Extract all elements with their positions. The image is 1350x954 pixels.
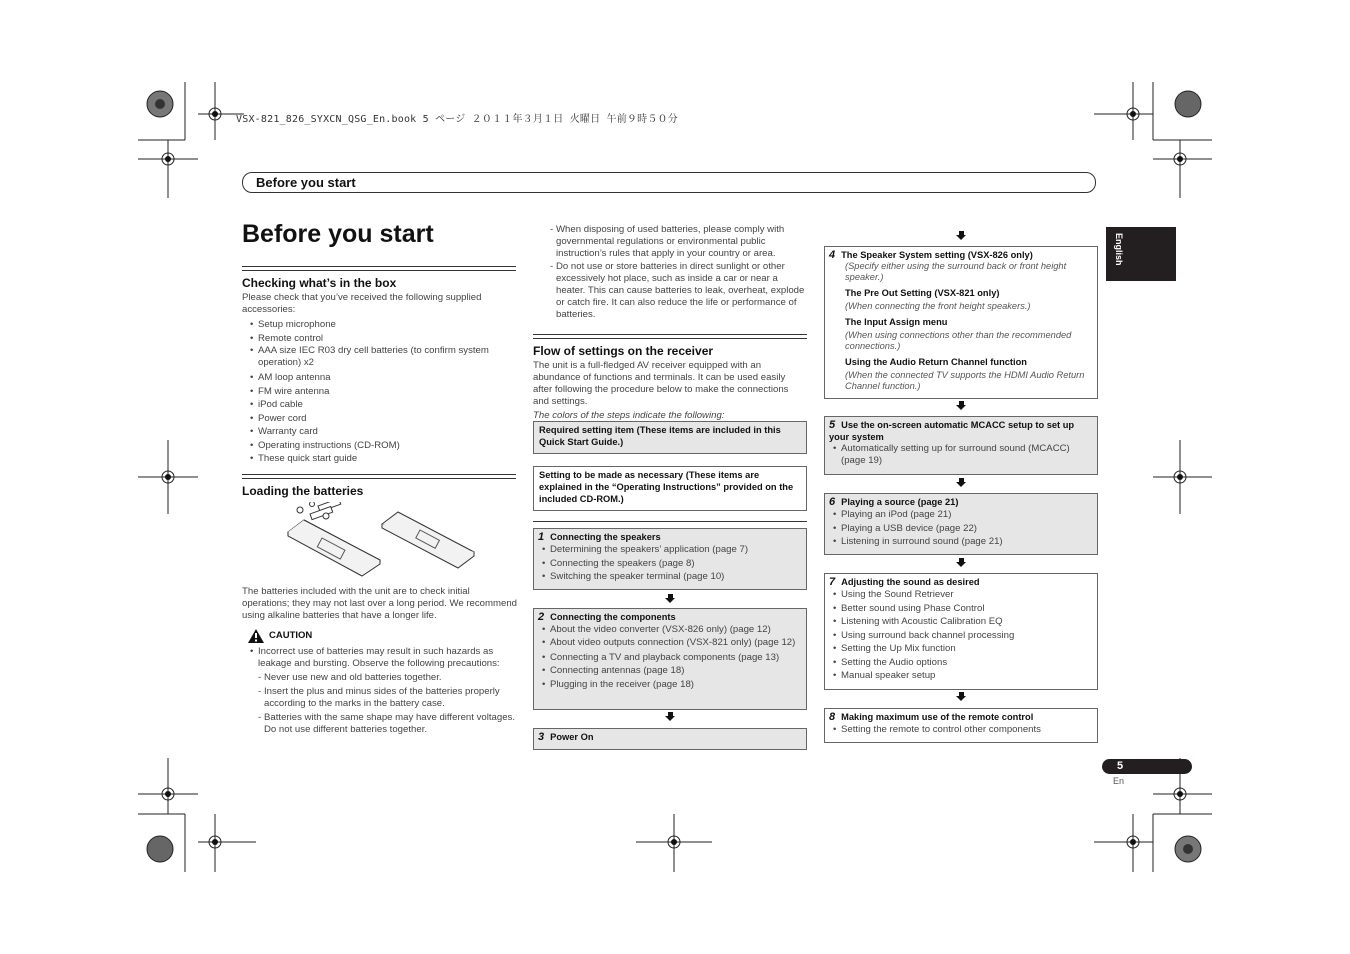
book-info-line: VSX-821_826_SYXCN_QSG_En.book 5 ページ ２０１１年３月１日 火曜日 午前９時５０分 bbox=[236, 114, 678, 125]
page-title: Before you start bbox=[242, 220, 434, 248]
step-title-text: Making maximum use of the remote control bbox=[841, 712, 1034, 722]
list-item: • Automatically setting up for surround sound (MCACC) (page 19) bbox=[825, 443, 1093, 467]
list-item: • Using the Sound Retriever bbox=[825, 588, 1093, 602]
list-item: • Setting the remote to control other components bbox=[825, 723, 1093, 737]
list-item: • Better sound using Phase Control bbox=[825, 602, 1093, 616]
section-rule bbox=[242, 474, 516, 479]
page-number-badge bbox=[1102, 759, 1192, 774]
list-item: • Warranty card bbox=[242, 425, 516, 439]
disposal-dash-list bbox=[534, 224, 808, 321]
list-item: • Setting the Up Mix function bbox=[825, 642, 1093, 656]
language-tab bbox=[1106, 227, 1176, 281]
legend-required-box bbox=[533, 421, 807, 454]
step-7-title bbox=[829, 576, 1093, 588]
step-title-text: Connecting the speakers bbox=[550, 532, 661, 542]
step-4-title-2: The Pre Out Setting (VSX-821 only) bbox=[845, 288, 1000, 298]
step-number: 6 bbox=[829, 496, 836, 508]
list-item: • Setup microphone bbox=[242, 318, 516, 332]
step-7-list bbox=[825, 588, 1093, 683]
list-item: • Setting the Audio options bbox=[825, 656, 1093, 670]
batteries-note: The batteries included with the unit are to check initial operations; they may not last over a long period. We recommend using alkaline batteries that have a longer life. bbox=[242, 586, 517, 621]
caution-row bbox=[242, 628, 518, 644]
list-item: • Connecting a TV and playback components (page 13) bbox=[534, 651, 802, 665]
step-number: 1 bbox=[538, 531, 545, 543]
column-1 bbox=[242, 266, 516, 466]
step-2-title bbox=[538, 611, 802, 623]
list-item: - Insert the plus and minus sides of the batteries properly according to the marks in the battery case. bbox=[242, 686, 518, 710]
box-contents-intro: Please check that you’ve received the following supplied accessories: bbox=[242, 292, 482, 315]
batteries-body bbox=[242, 586, 518, 736]
batteries-heading: Loading the batteries bbox=[242, 484, 364, 498]
list-item: • Using surround back channel processing bbox=[825, 629, 1093, 643]
step-3-title bbox=[538, 731, 802, 743]
running-header-label: Before you start bbox=[256, 175, 356, 190]
box-contents-list bbox=[242, 318, 516, 466]
flow-intro: The unit is a full-fledged AV receiver equipped with an abundance of functions and terminals. It can be used easily after following the procedure below to make the connections and settings. bbox=[533, 360, 789, 407]
step-6-box bbox=[824, 493, 1098, 555]
step-5-list bbox=[825, 443, 1093, 467]
list-item: • FM wire antenna bbox=[242, 385, 516, 399]
list-item: • Playing an iPod (page 21) bbox=[825, 508, 1093, 522]
step-1-box bbox=[533, 528, 807, 590]
step-8-title bbox=[829, 711, 1093, 723]
caution-dash-list bbox=[242, 672, 518, 736]
legend-optional-text: Setting to be made as necessary (These items are explained in the “Operating Instructions” provided on the included CD-ROM.) bbox=[539, 470, 794, 504]
list-item: • Operating instructions (CD-ROM) bbox=[242, 439, 516, 453]
list-item: - Do not use or store batteries in direct sunlight or other excessively hot place, such as inside a car or near a heater. This can cause batteries to leak, overheat, explode or catch fire. It can also reduce the life or performance of batteries. bbox=[534, 261, 808, 321]
caution-label: CAUTION bbox=[269, 630, 313, 641]
step-5-title bbox=[829, 419, 1093, 443]
list-item: • Incorrect use of batteries may result in such hazards as leakage and bursting. Observe the following precautions: bbox=[242, 646, 518, 670]
list-item: • About video outputs connection (VSX-821 only) (page 12) bbox=[534, 637, 802, 649]
list-item: • Remote control bbox=[242, 332, 516, 346]
list-item: • Switching the speaker terminal (page 10) bbox=[534, 570, 802, 584]
step-8-box bbox=[824, 708, 1098, 743]
step-number: 8 bbox=[829, 711, 836, 723]
list-item: • These quick start guide bbox=[242, 452, 516, 466]
list-item: • Power cord bbox=[242, 412, 516, 426]
step-title-text: Playing a source (page 21) bbox=[841, 497, 959, 507]
step-3-box bbox=[533, 728, 807, 750]
step-4-note-2: (When connecting the front height speakers.) bbox=[845, 301, 1031, 311]
legend-optional-box bbox=[533, 466, 807, 511]
warning-triangle-icon bbox=[248, 629, 264, 643]
step-7-box bbox=[824, 573, 1098, 690]
list-item: • Connecting antennas (page 18) bbox=[534, 664, 802, 678]
running-header bbox=[242, 172, 1096, 193]
step-1-list bbox=[534, 543, 802, 584]
step-number: 7 bbox=[829, 576, 836, 588]
step-2-box bbox=[533, 608, 807, 710]
list-item: - Never use new and old batteries together. bbox=[242, 672, 518, 684]
batteries-section bbox=[242, 474, 516, 498]
step-number: 5 bbox=[829, 419, 836, 431]
divider bbox=[533, 521, 807, 522]
page-language-code: En bbox=[1113, 776, 1125, 786]
step-number: 4 bbox=[829, 249, 836, 261]
list-item: • iPod cable bbox=[242, 398, 516, 412]
flow-section bbox=[533, 334, 807, 422]
step-title-text: Adjusting the sound as desired bbox=[841, 577, 980, 587]
list-item: - When disposing of used batteries, please comply with governmental regulations or environmental public instruction’s rules that apply in your country or area. bbox=[534, 224, 808, 260]
list-item: • Determining the speakers’ application (page 7) bbox=[534, 543, 802, 557]
flow-heading: Flow of settings on the receiver bbox=[533, 344, 714, 358]
step-6-list bbox=[825, 508, 1093, 549]
remote-battery-illustration bbox=[282, 502, 482, 582]
list-item: • Listening with Acoustic Calibration EQ bbox=[825, 615, 1093, 629]
step-4-note-3: (When using connections other than the recommended connections.) bbox=[845, 330, 1072, 351]
box-contents-heading: Checking what’s in the box bbox=[242, 276, 397, 290]
step-number: 3 bbox=[538, 731, 545, 743]
section-rule bbox=[242, 266, 516, 271]
section-rule bbox=[533, 334, 807, 339]
list-item: • AM loop antenna bbox=[242, 371, 516, 385]
step-4-note-1: (Specify either using the surround back or front height speaker.) bbox=[845, 261, 1067, 282]
language-tab-label: English bbox=[1114, 233, 1124, 266]
list-item: • Listening in surround sound (page 21) bbox=[825, 535, 1093, 549]
list-item: • Plugging in the receiver (page 18) bbox=[534, 678, 802, 692]
step-6-title bbox=[829, 496, 1093, 508]
legend-required-text: Required setting item (These items are included in this Quick Start Guide.) bbox=[539, 425, 781, 447]
step-1-title bbox=[538, 531, 802, 543]
step-title-text: Power On bbox=[550, 732, 594, 742]
caution-list bbox=[242, 646, 518, 670]
step-title-text: Connecting the components bbox=[550, 612, 676, 622]
step-8-list bbox=[825, 723, 1093, 737]
step-title-text: The Speaker System setting (VSX-826 only) bbox=[841, 250, 1033, 260]
list-item: • Playing a USB device (page 22) bbox=[825, 522, 1093, 536]
step-4-title-1 bbox=[829, 249, 1093, 261]
step-2-list bbox=[534, 623, 802, 691]
step-4-title-4: Using the Audio Return Channel function bbox=[845, 357, 1027, 367]
step-4-title-3: The Input Assign menu bbox=[845, 317, 948, 327]
list-item: • Manual speaker setup bbox=[825, 669, 1093, 683]
step-4-box bbox=[824, 246, 1098, 399]
step-4-note-4: (When the connected TV supports the HDMI Audio Return Channel function.) bbox=[845, 370, 1085, 391]
colors-note: The colors of the steps indicate the following: bbox=[533, 410, 725, 421]
step-number: 2 bbox=[538, 611, 545, 623]
step-5-box bbox=[824, 416, 1098, 475]
list-item: • Connecting the speakers (page 8) bbox=[534, 557, 802, 571]
list-item: • About the video converter (VSX-826 only) (page 12) bbox=[534, 623, 802, 637]
list-item: • AAA size IEC R03 dry cell batteries (to confirm system operation) x2 bbox=[242, 345, 516, 369]
step-title-text: Use the on-screen automatic MCACC setup to set up your system bbox=[829, 420, 1075, 442]
page-number: 5 bbox=[1117, 760, 1124, 772]
list-item: - Batteries with the same shape may have different voltages. Do not use different batteries together. bbox=[242, 712, 518, 736]
